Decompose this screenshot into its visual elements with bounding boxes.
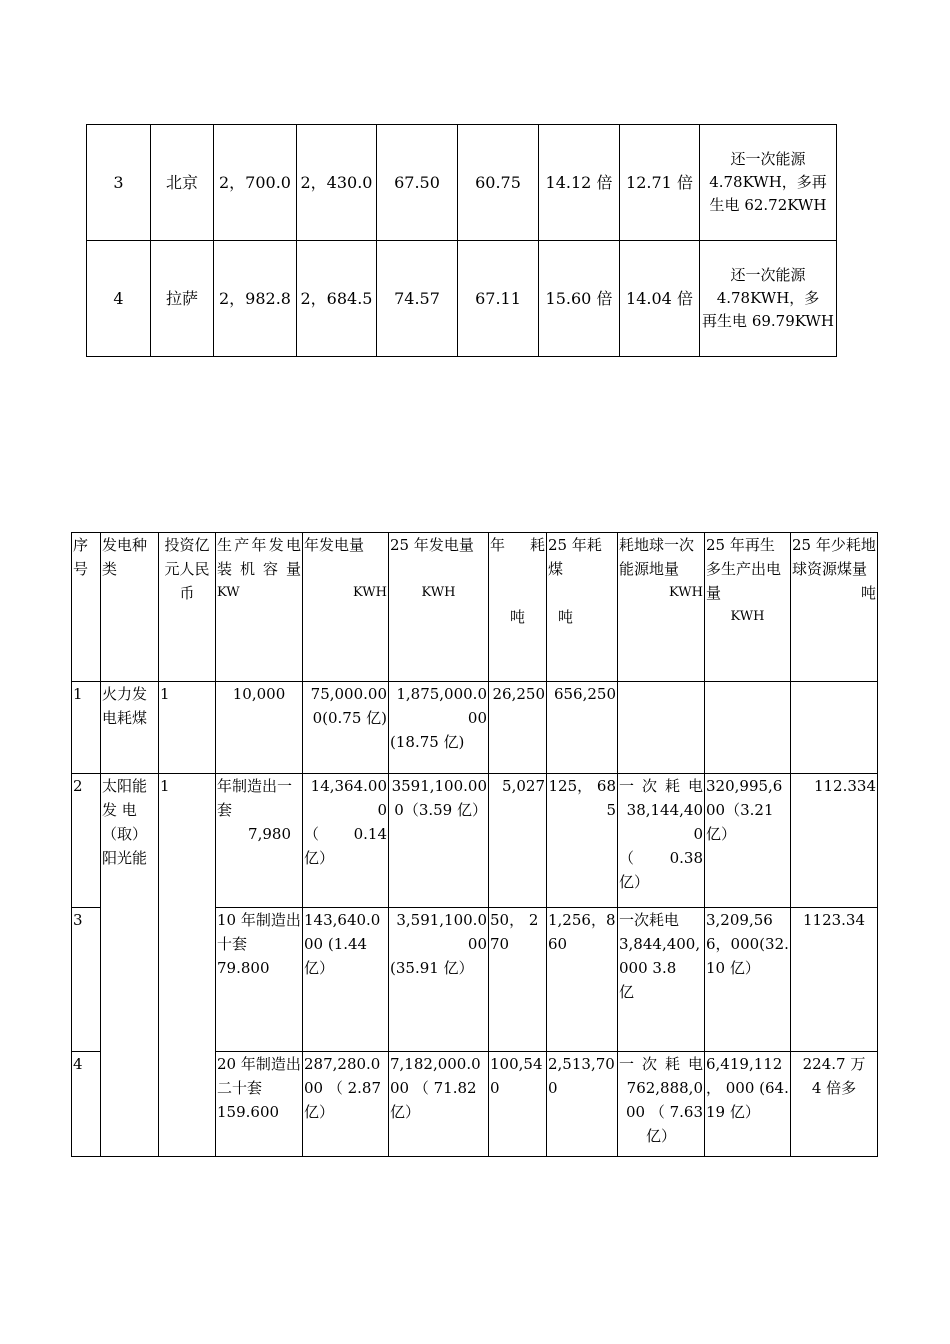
header-coal-label: 年 耗	[490, 536, 545, 554]
capacity-cell	[216, 774, 303, 908]
primary-yi-unit: 亿）	[645, 1127, 676, 1145]
note-line: 4.78KWH，多	[716, 289, 820, 307]
primary-cell	[618, 1052, 705, 1157]
primary-cell	[618, 774, 705, 908]
header-annual-unit: KWH	[353, 585, 387, 600]
row-number: 2	[72, 774, 101, 908]
primary-value: 3,844,400,000 3.8	[619, 935, 701, 977]
table-row	[87, 241, 837, 357]
table-row	[72, 682, 878, 774]
annual-yi: （ 0.14	[304, 825, 387, 843]
capacity-cell	[216, 1052, 303, 1157]
note-line: 生电 62.72KWH	[709, 196, 827, 214]
coal-value: 5,027	[489, 774, 547, 908]
cell-value: 2，700.0	[214, 125, 297, 241]
capacity-value: 7,980	[248, 825, 291, 843]
gen-type: 火力发电耗煤	[101, 682, 159, 774]
coal25-value: 125， 685	[547, 774, 618, 908]
header-total25-label: 25 年发电量	[390, 536, 474, 554]
row-number: 4	[72, 1052, 101, 1157]
header-invest-label: 投资亿元人民币	[164, 536, 210, 602]
primary-value: 762,888,000 （ 7.63	[625, 1079, 703, 1121]
cell-value: 2，684.5	[297, 241, 377, 357]
capacity-value: 10,000	[216, 682, 303, 774]
saved-value: 112.334	[791, 774, 878, 908]
header-regen	[705, 533, 791, 682]
primary-yi: （ 0.38	[619, 849, 703, 867]
header-total25-unit: KWH	[421, 585, 456, 600]
city-comparison-table	[86, 124, 837, 357]
primary-value: 38,144,400	[626, 801, 703, 843]
cell-value: 74.57	[377, 241, 458, 357]
power-generation-table	[71, 532, 878, 1157]
cell-value: 60.75	[458, 125, 539, 241]
city-name: 北京	[151, 125, 214, 241]
primary-yi-unit: 亿	[619, 983, 635, 1001]
header-coal	[489, 533, 547, 682]
header-row	[72, 533, 878, 682]
annual-value: 287,280.000 （ 2.87	[304, 1055, 382, 1097]
primary-value	[618, 682, 705, 774]
note-line: 还一次能源	[730, 150, 806, 168]
annual-yi-unit: 亿）	[304, 1103, 335, 1121]
total25-value: 1,875,000.000	[396, 685, 487, 727]
saved-value	[791, 682, 878, 774]
cell-value: 15.60 倍	[539, 241, 620, 357]
capacity-cell	[216, 908, 303, 1052]
coal-value: 100,540	[489, 1052, 547, 1157]
coal25-value: 1,256，860	[547, 908, 618, 1052]
header-regen-unit: KWH	[730, 609, 765, 624]
header-primary-label: 耗地球一次能源地量	[619, 536, 695, 578]
capacity-desc: 年制造出一套	[217, 777, 293, 819]
cell-value: 14.12 倍	[539, 125, 620, 241]
invest-value: 1	[159, 774, 216, 1157]
coal25-value: 656,250	[547, 682, 618, 774]
header-type: 发电种类	[101, 533, 159, 682]
row-number: 4	[87, 241, 151, 357]
annual-value: 75,000.000(0.75 亿)	[303, 682, 389, 774]
header-annual	[303, 533, 389, 682]
row-number: 1	[72, 682, 101, 774]
regen-value: 3,209,566，000(32.10 亿）	[705, 908, 791, 1052]
capacity-desc: 10 年制造出十套	[217, 911, 301, 953]
header-annual-label: 年发电量	[304, 536, 365, 554]
header-regen-label: 25 年再生多生产出电量	[706, 536, 782, 602]
saved-multiple: 4 倍多	[811, 1079, 857, 1097]
annual-cell	[303, 1052, 389, 1157]
invest-value: 1	[159, 682, 216, 774]
annual-value: 14,364.000	[310, 777, 387, 819]
primary-yi-unit: 亿）	[619, 873, 650, 891]
primary-label: 一次耗电	[619, 1055, 703, 1073]
regen-value	[705, 682, 791, 774]
header-capacity-label: 生产年发电装机容量	[217, 536, 301, 578]
saved-value: 1123.34	[791, 908, 878, 1052]
note-cell	[700, 241, 837, 357]
header-saved	[791, 533, 878, 682]
annual-cell	[303, 774, 389, 908]
regen-value: 320,995,600（3.21亿）	[705, 774, 791, 908]
header-capacity	[216, 533, 303, 682]
header-saved-label: 25 年少耗地球资源煤量	[792, 536, 876, 578]
cell-value: 67.50	[377, 125, 458, 241]
header-coal25-unit: 吨	[558, 608, 574, 626]
header-saved-unit: 吨	[860, 584, 876, 602]
total25-cell	[389, 682, 489, 774]
note-cell	[700, 125, 837, 241]
cell-value: 12.71 倍	[620, 125, 700, 241]
header-coal25	[547, 533, 618, 682]
coal25-value: 2,513,700	[547, 1052, 618, 1157]
row-number: 3	[72, 908, 101, 1052]
annual-yi-unit: 亿）	[304, 849, 335, 867]
cell-value: 2，982.8	[214, 241, 297, 357]
note-line: 还一次能源	[730, 266, 806, 284]
primary-label: 一次耗电	[619, 911, 680, 929]
cell-value: 14.04 倍	[620, 241, 700, 357]
header-total25	[389, 533, 489, 682]
coal-value: 50， 270	[489, 908, 547, 1052]
header-primary	[618, 533, 705, 682]
regen-value: 6,419,112 ， 000 (64.19 亿）	[705, 1052, 791, 1157]
saved-cell	[791, 1052, 878, 1157]
capacity-desc: 20 年制造出二十套	[217, 1055, 301, 1097]
total25-value: 3,591,100.000	[396, 911, 487, 953]
table-row	[87, 125, 837, 241]
header-seq: 序号	[72, 533, 101, 682]
primary-label: 一次耗电	[619, 777, 703, 795]
total25-cell	[389, 908, 489, 1052]
primary-cell	[618, 908, 705, 1052]
total25-yi-unit: 亿）	[390, 1103, 421, 1121]
cell-value: 67.11	[458, 241, 539, 357]
coal-value: 26,250	[489, 682, 547, 774]
city-name: 拉萨	[151, 241, 214, 357]
gen-type-label: 太阳能发 电（取）阳光能	[102, 777, 148, 867]
note-line: 再生电 69.79KWH	[702, 312, 834, 330]
header-capacity-unit: KW	[217, 585, 240, 600]
row-number: 3	[87, 125, 151, 241]
saved-value: 224.7 万	[802, 1055, 866, 1073]
capacity-value: 159.600	[217, 1103, 280, 1121]
table-row	[72, 774, 878, 908]
total25-yi: (35.91 亿）	[390, 959, 474, 977]
header-coal-unit: 吨	[509, 608, 525, 626]
annual-value: 143,640.000 (1.44	[304, 911, 381, 953]
total25-cell	[389, 1052, 489, 1157]
header-coal25-label: 25 年耗煤	[548, 536, 602, 578]
gen-type	[101, 774, 159, 1157]
capacity-value: 79.800	[217, 959, 270, 977]
cell-value: 2，430.0	[297, 125, 377, 241]
total25-value: 7,182,000.000 （ 71.82	[390, 1055, 481, 1097]
header-invest	[159, 533, 216, 682]
note-line: 4.78KWH，多再	[709, 173, 827, 191]
total25-yi: (18.75 亿)	[390, 733, 465, 751]
header-primary-unit: KWH	[669, 585, 703, 600]
annual-cell	[303, 908, 389, 1052]
total25-value: 3591,100.000（3.59 亿）	[389, 774, 489, 908]
annual-yi-unit: 亿）	[304, 959, 335, 977]
